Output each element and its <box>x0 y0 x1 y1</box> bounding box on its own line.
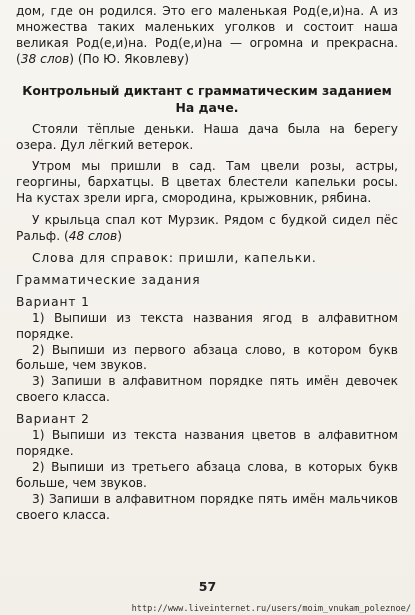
dictation-paragraph-2: Утром мы пришли в сад. Там цвели розы, астры, георгины, бархатцы. В цветах блестели капельки росы. На кустах зрели ирга, смородина, крыжовник, рябина. <box>16 159 398 206</box>
page-number: 57 <box>198 579 217 594</box>
variant-1-task-3: 3) Запиши в алфавитном порядке пять имён девочек своего класса. <box>16 374 398 405</box>
help-words: Слова для справок: пришли, капельки. <box>32 250 317 265</box>
intro-line-1: дом, где он родился. Это его маленькая Род(е,и)на. <box>16 4 365 18</box>
variant-2-task-3: 3) Запиши в алфавитном порядке пять имён мальчиков своего класса. <box>16 491 398 522</box>
grammar-tasks-title: Грамматические задания <box>16 272 201 287</box>
dictation-paragraph-3 <box>16 213 398 245</box>
intro-source: ) (По Ю. Яковлеву) <box>69 51 189 66</box>
dictation-heading: Контрольный диктант с грамматическим заданием <box>22 82 392 98</box>
page-content <box>16 4 398 523</box>
intro-rest: А из множества таких маленьких уголков и состоит наша великая Род(е,и)на. Род(е,и)на — огромна и прекрасна. ( <box>16 4 398 66</box>
variant-1-task-1: 1) Выпиши из текста названия ягод в алфавитном порядке. <box>16 310 398 341</box>
dictation-paragraph-3-end: ) <box>117 229 122 244</box>
dictation-title: На даче. <box>175 99 239 115</box>
variant-1-task-2: 2) Выпиши из первого абзаца слово, в котором букв больше, чем звуков. <box>16 342 398 373</box>
variant-2-title: Вариант 2 <box>16 412 90 427</box>
dictation-paragraph-3-text: У крыльца спал кот Мурзик. Рядом с будкой сидел пёс Ральф. ( <box>16 213 398 244</box>
variant-2-task-1: 1) Выпиши из текста названия цветов в алфавитном порядке. <box>16 428 398 458</box>
intro-word-count: 38 слов <box>20 51 70 66</box>
intro-text <box>16 4 398 68</box>
watermark-url: http://www.liveinternet.ru/users/moim_vnukam_poleznoe/ <box>131 604 411 614</box>
dictation-word-count: 48 слов <box>68 229 118 244</box>
dictation-paragraph-1: Стояли тёплые деньки. Наша дача была на берегу озера. Дул лёгкий ветерок. <box>16 121 398 152</box>
variant-1-title: Вариант 1 <box>16 294 90 309</box>
variant-2-task-2: 2) Выпиши из третьего абзаца слова, в которых букв больше, чем звуков. <box>16 459 398 490</box>
